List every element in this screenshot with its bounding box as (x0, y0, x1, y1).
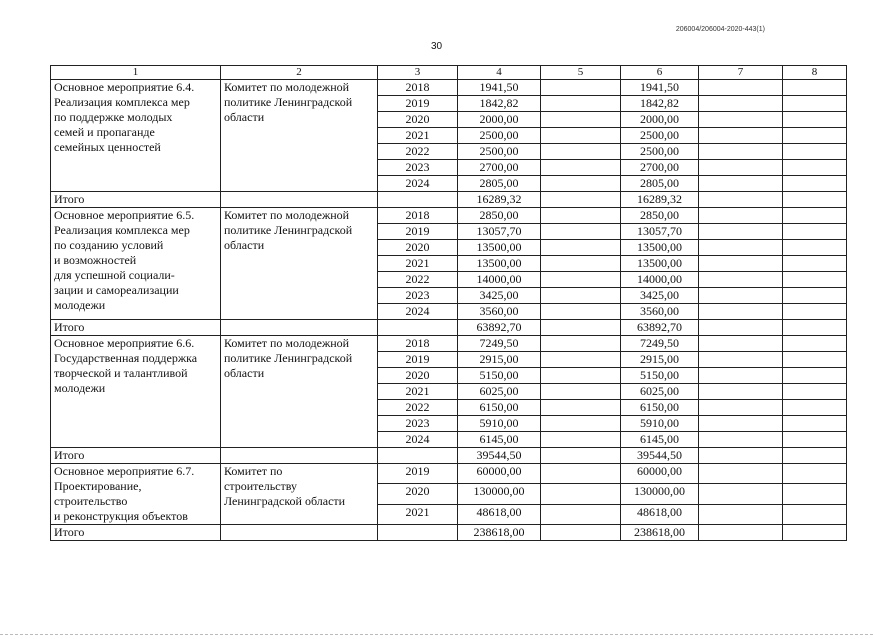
document-id: 206004/206004-2020-443(1) (675, 26, 765, 33)
total-col4-cell: 39544,50 (458, 448, 541, 464)
amount-col6-cell: 5910,00 (621, 416, 699, 432)
year-cell: 2022 (378, 144, 458, 160)
amount-col5-cell (541, 208, 621, 224)
amount-col7-cell (699, 224, 783, 240)
amount-col4-cell: 60000,00 (458, 464, 541, 484)
amount-col6-cell: 6025,00 (621, 384, 699, 400)
total-col6-cell: 39544,50 (621, 448, 699, 464)
amount-col5-cell (541, 224, 621, 240)
total-col6-cell: 63892,70 (621, 320, 699, 336)
year-cell: 2023 (378, 160, 458, 176)
amount-col8-cell (783, 336, 847, 352)
activity-text-line: Основное мероприятие 6.6. (54, 336, 195, 350)
amount-col8-cell (783, 368, 847, 384)
amount-col5-cell (541, 432, 621, 448)
amount-col7-cell (699, 240, 783, 256)
amount-col4-cell: 2915,00 (458, 352, 541, 368)
year-cell: 2024 (378, 432, 458, 448)
total-col4-cell: 238618,00 (458, 525, 541, 541)
amount-col5-cell (541, 288, 621, 304)
amount-col8-cell (783, 288, 847, 304)
amount-col7-cell (699, 336, 783, 352)
year-cell: 2018 (378, 208, 458, 224)
amount-col7-cell (699, 144, 783, 160)
executor-text-line: области (224, 110, 265, 124)
executor-text-line: Ленинградской области (224, 494, 346, 508)
total-label-cell: Итого (51, 192, 221, 208)
total-row (51, 448, 847, 464)
amount-col7-cell (699, 272, 783, 288)
total-col7-cell (699, 525, 783, 541)
total-row (51, 192, 847, 208)
year-cell: 2021 (378, 504, 458, 524)
total-col4-cell: 63892,70 (458, 320, 541, 336)
amount-col5-cell (541, 144, 621, 160)
amount-col8-cell (783, 304, 847, 320)
year-cell: 2018 (378, 336, 458, 352)
amount-col6-cell: 5150,00 (621, 368, 699, 384)
table-row (51, 336, 847, 352)
amount-col6-cell: 2500,00 (621, 144, 699, 160)
amount-col6-cell: 2500,00 (621, 128, 699, 144)
total-empty-cell (221, 525, 378, 541)
total-label-cell: Итого (51, 448, 221, 464)
amount-col8-cell (783, 240, 847, 256)
year-cell: 2020 (378, 368, 458, 384)
header-cell-5: 5 (541, 66, 621, 80)
executor-text-line: политике Ленинградской (224, 351, 353, 365)
activity-text-line: Государственная поддержка (54, 351, 198, 365)
year-cell: 2021 (378, 128, 458, 144)
executor-text-line: Комитет по молодежной (224, 336, 350, 350)
executor-text-line: области (224, 238, 265, 252)
amount-col5-cell (541, 504, 621, 524)
total-empty-cell (378, 192, 458, 208)
amount-col7-cell (699, 504, 783, 524)
amount-col8-cell (783, 432, 847, 448)
year-cell: 2020 (378, 484, 458, 504)
year-cell: 2019 (378, 352, 458, 368)
page-bottom-edge (0, 634, 873, 636)
amount-col4-cell: 2805,00 (458, 176, 541, 192)
amount-col6-cell: 2700,00 (621, 160, 699, 176)
total-empty-cell (221, 320, 378, 336)
total-col8-cell (783, 320, 847, 336)
amount-col6-cell: 60000,00 (621, 464, 699, 484)
activity-text-line: для успешной социали- (54, 268, 175, 282)
executor-text-line: области (224, 366, 265, 380)
amount-col5-cell (541, 96, 621, 112)
executor-text-line: политике Ленинградской (224, 223, 353, 237)
amount-col8-cell (783, 352, 847, 368)
amount-col8-cell (783, 504, 847, 524)
total-row (51, 320, 847, 336)
executor-cell (221, 80, 378, 192)
year-cell: 2024 (378, 176, 458, 192)
amount-col7-cell (699, 384, 783, 400)
amount-col4-cell: 1842,82 (458, 96, 541, 112)
year-cell: 2019 (378, 224, 458, 240)
activity-text-line: творческой и талантливой (54, 366, 188, 380)
amount-col6-cell: 2805,00 (621, 176, 699, 192)
amount-col8-cell (783, 112, 847, 128)
amount-col4-cell: 2000,00 (458, 112, 541, 128)
amount-col7-cell (699, 352, 783, 368)
amount-col7-cell (699, 112, 783, 128)
amount-col7-cell (699, 128, 783, 144)
amount-col8-cell (783, 400, 847, 416)
amount-col8-cell (783, 224, 847, 240)
amount-col5-cell (541, 80, 621, 96)
header-cell-4: 4 (458, 66, 541, 80)
total-col5-cell (541, 525, 621, 541)
executor-text-line: политике Ленинградской (224, 95, 353, 109)
amount-col5-cell (541, 256, 621, 272)
amount-col5-cell (541, 400, 621, 416)
header-cell-8: 8 (783, 66, 847, 80)
amount-col5-cell (541, 128, 621, 144)
table-row (51, 208, 847, 224)
amount-col4-cell: 2500,00 (458, 128, 541, 144)
amount-col8-cell (783, 416, 847, 432)
activity-text-line: Основное мероприятие 6.5. (54, 208, 195, 222)
total-empty-cell (378, 448, 458, 464)
amount-col4-cell: 6025,00 (458, 384, 541, 400)
year-cell: 2018 (378, 80, 458, 96)
amount-col5-cell (541, 272, 621, 288)
total-col8-cell (783, 192, 847, 208)
amount-col7-cell (699, 484, 783, 504)
total-col8-cell (783, 448, 847, 464)
amount-col6-cell: 3560,00 (621, 304, 699, 320)
total-label-cell: Итого (51, 525, 221, 541)
amount-col7-cell (699, 288, 783, 304)
year-cell: 2023 (378, 288, 458, 304)
activity-cell (51, 336, 221, 448)
year-cell: 2021 (378, 384, 458, 400)
amount-col4-cell: 6145,00 (458, 432, 541, 448)
amount-col4-cell: 13500,00 (458, 256, 541, 272)
amount-col4-cell: 5910,00 (458, 416, 541, 432)
amount-col4-cell: 3560,00 (458, 304, 541, 320)
amount-col8-cell (783, 96, 847, 112)
amount-col4-cell: 2850,00 (458, 208, 541, 224)
header-cell-2: 2 (221, 66, 378, 80)
executor-text-line: строительству (224, 479, 297, 493)
amount-col6-cell: 3425,00 (621, 288, 699, 304)
amount-col7-cell (699, 400, 783, 416)
executor-cell (221, 336, 378, 448)
total-empty-cell (378, 525, 458, 541)
activity-cell (51, 80, 221, 192)
amount-col6-cell: 7249,50 (621, 336, 699, 352)
amount-col6-cell: 2000,00 (621, 112, 699, 128)
executor-cell (221, 464, 378, 525)
total-col5-cell (541, 192, 621, 208)
amount-col6-cell: 48618,00 (621, 504, 699, 524)
amount-col5-cell (541, 352, 621, 368)
amount-col5-cell (541, 160, 621, 176)
year-cell: 2024 (378, 304, 458, 320)
year-cell: 2021 (378, 256, 458, 272)
table-body (51, 66, 847, 541)
total-col6-cell: 16289,32 (621, 192, 699, 208)
amount-col8-cell (783, 384, 847, 400)
activity-text-line: и возможностей (54, 253, 137, 267)
amount-col6-cell: 6145,00 (621, 432, 699, 448)
executor-cell (221, 208, 378, 320)
year-cell: 2023 (378, 416, 458, 432)
header-cell-1: 1 (51, 66, 221, 80)
total-col7-cell (699, 192, 783, 208)
amount-col5-cell (541, 368, 621, 384)
amount-col4-cell: 3425,00 (458, 288, 541, 304)
amount-col5-cell (541, 484, 621, 504)
activity-cell (51, 208, 221, 320)
executor-text-line: Комитет по молодежной (224, 208, 350, 222)
total-col7-cell (699, 320, 783, 336)
amount-col8-cell (783, 80, 847, 96)
year-cell: 2022 (378, 272, 458, 288)
amount-col6-cell: 2850,00 (621, 208, 699, 224)
amount-col6-cell: 13500,00 (621, 240, 699, 256)
amount-col4-cell: 2700,00 (458, 160, 541, 176)
year-cell: 2020 (378, 240, 458, 256)
amount-col4-cell: 14000,00 (458, 272, 541, 288)
amount-col7-cell (699, 416, 783, 432)
total-col5-cell (541, 448, 621, 464)
activity-text-line: Проектирование, (54, 479, 142, 493)
total-col5-cell (541, 320, 621, 336)
activity-text-line: зации и самореализации (54, 283, 179, 297)
amount-col8-cell (783, 208, 847, 224)
amount-col7-cell (699, 160, 783, 176)
amount-col4-cell: 130000,00 (458, 484, 541, 504)
activity-text-line: по поддержке молодых (54, 110, 173, 124)
amount-col5-cell (541, 416, 621, 432)
executor-text-line: Комитет по молодежной (224, 80, 350, 94)
amount-col4-cell: 2500,00 (458, 144, 541, 160)
header-cell-7: 7 (699, 66, 783, 80)
activity-text-line: семейных ценностей (54, 140, 161, 154)
activity-text-line: и реконструкция объектов (54, 509, 188, 523)
table-row (51, 464, 847, 484)
amount-col4-cell: 7249,50 (458, 336, 541, 352)
page-number: 30 (430, 41, 443, 52)
total-col7-cell (699, 448, 783, 464)
header-cell-3: 3 (378, 66, 458, 80)
amount-col8-cell (783, 160, 847, 176)
amount-col6-cell: 13500,00 (621, 256, 699, 272)
amount-col4-cell: 5150,00 (458, 368, 541, 384)
executor-text-line: Комитет по (224, 464, 283, 478)
total-empty-cell (378, 320, 458, 336)
amount-col5-cell (541, 304, 621, 320)
amount-col5-cell (541, 336, 621, 352)
amount-col5-cell (541, 384, 621, 400)
amount-col7-cell (699, 432, 783, 448)
amount-col4-cell: 1941,50 (458, 80, 541, 96)
amount-col7-cell (699, 80, 783, 96)
amount-col8-cell (783, 128, 847, 144)
total-row (51, 525, 847, 541)
activity-cell (51, 464, 221, 525)
total-col4-cell: 16289,32 (458, 192, 541, 208)
amount-col4-cell: 48618,00 (458, 504, 541, 524)
header-cell-6: 6 (621, 66, 699, 80)
amount-col5-cell (541, 176, 621, 192)
amount-col7-cell (699, 464, 783, 484)
amount-col7-cell (699, 176, 783, 192)
activity-text-line: по созданию условий (54, 238, 164, 252)
amount-col8-cell (783, 176, 847, 192)
year-cell: 2019 (378, 464, 458, 484)
amount-col6-cell: 1941,50 (621, 80, 699, 96)
activity-text-line: Основное мероприятие 6.4. (54, 80, 195, 94)
total-empty-cell (221, 192, 378, 208)
amount-col8-cell (783, 144, 847, 160)
activity-text-line: молодежи (54, 381, 106, 395)
year-cell: 2019 (378, 96, 458, 112)
activity-text-line: строительство (54, 494, 128, 508)
amount-col7-cell (699, 256, 783, 272)
total-label-cell: Итого (51, 320, 221, 336)
year-cell: 2020 (378, 112, 458, 128)
amount-col5-cell (541, 464, 621, 484)
amount-col7-cell (699, 96, 783, 112)
amount-col8-cell (783, 484, 847, 504)
amount-col7-cell (699, 208, 783, 224)
amount-col6-cell: 14000,00 (621, 272, 699, 288)
amount-col6-cell: 1842,82 (621, 96, 699, 112)
amount-col4-cell: 6150,00 (458, 400, 541, 416)
amount-col4-cell: 13500,00 (458, 240, 541, 256)
amount-col4-cell: 13057,70 (458, 224, 541, 240)
amount-col6-cell: 2915,00 (621, 352, 699, 368)
amount-col5-cell (541, 112, 621, 128)
table-row (51, 80, 847, 96)
amount-col8-cell (783, 256, 847, 272)
header-row (51, 66, 847, 80)
amount-col6-cell: 130000,00 (621, 484, 699, 504)
amount-col6-cell: 13057,70 (621, 224, 699, 240)
activity-text-line: Реализация комплекса мер (54, 95, 190, 109)
total-col6-cell: 238618,00 (621, 525, 699, 541)
activity-text-line: Основное мероприятие 6.7. (54, 464, 195, 478)
amount-col6-cell: 6150,00 (621, 400, 699, 416)
amount-col8-cell (783, 272, 847, 288)
year-cell: 2022 (378, 400, 458, 416)
total-empty-cell (221, 448, 378, 464)
program-funding-table (50, 65, 847, 541)
activity-text-line: молодежи (54, 298, 106, 312)
amount-col8-cell (783, 464, 847, 484)
amount-col7-cell (699, 304, 783, 320)
amount-col5-cell (541, 240, 621, 256)
amount-col7-cell (699, 368, 783, 384)
activity-text-line: семей и пропаганде (54, 125, 155, 139)
total-col8-cell (783, 525, 847, 541)
activity-text-line: Реализация комплекса мер (54, 223, 190, 237)
